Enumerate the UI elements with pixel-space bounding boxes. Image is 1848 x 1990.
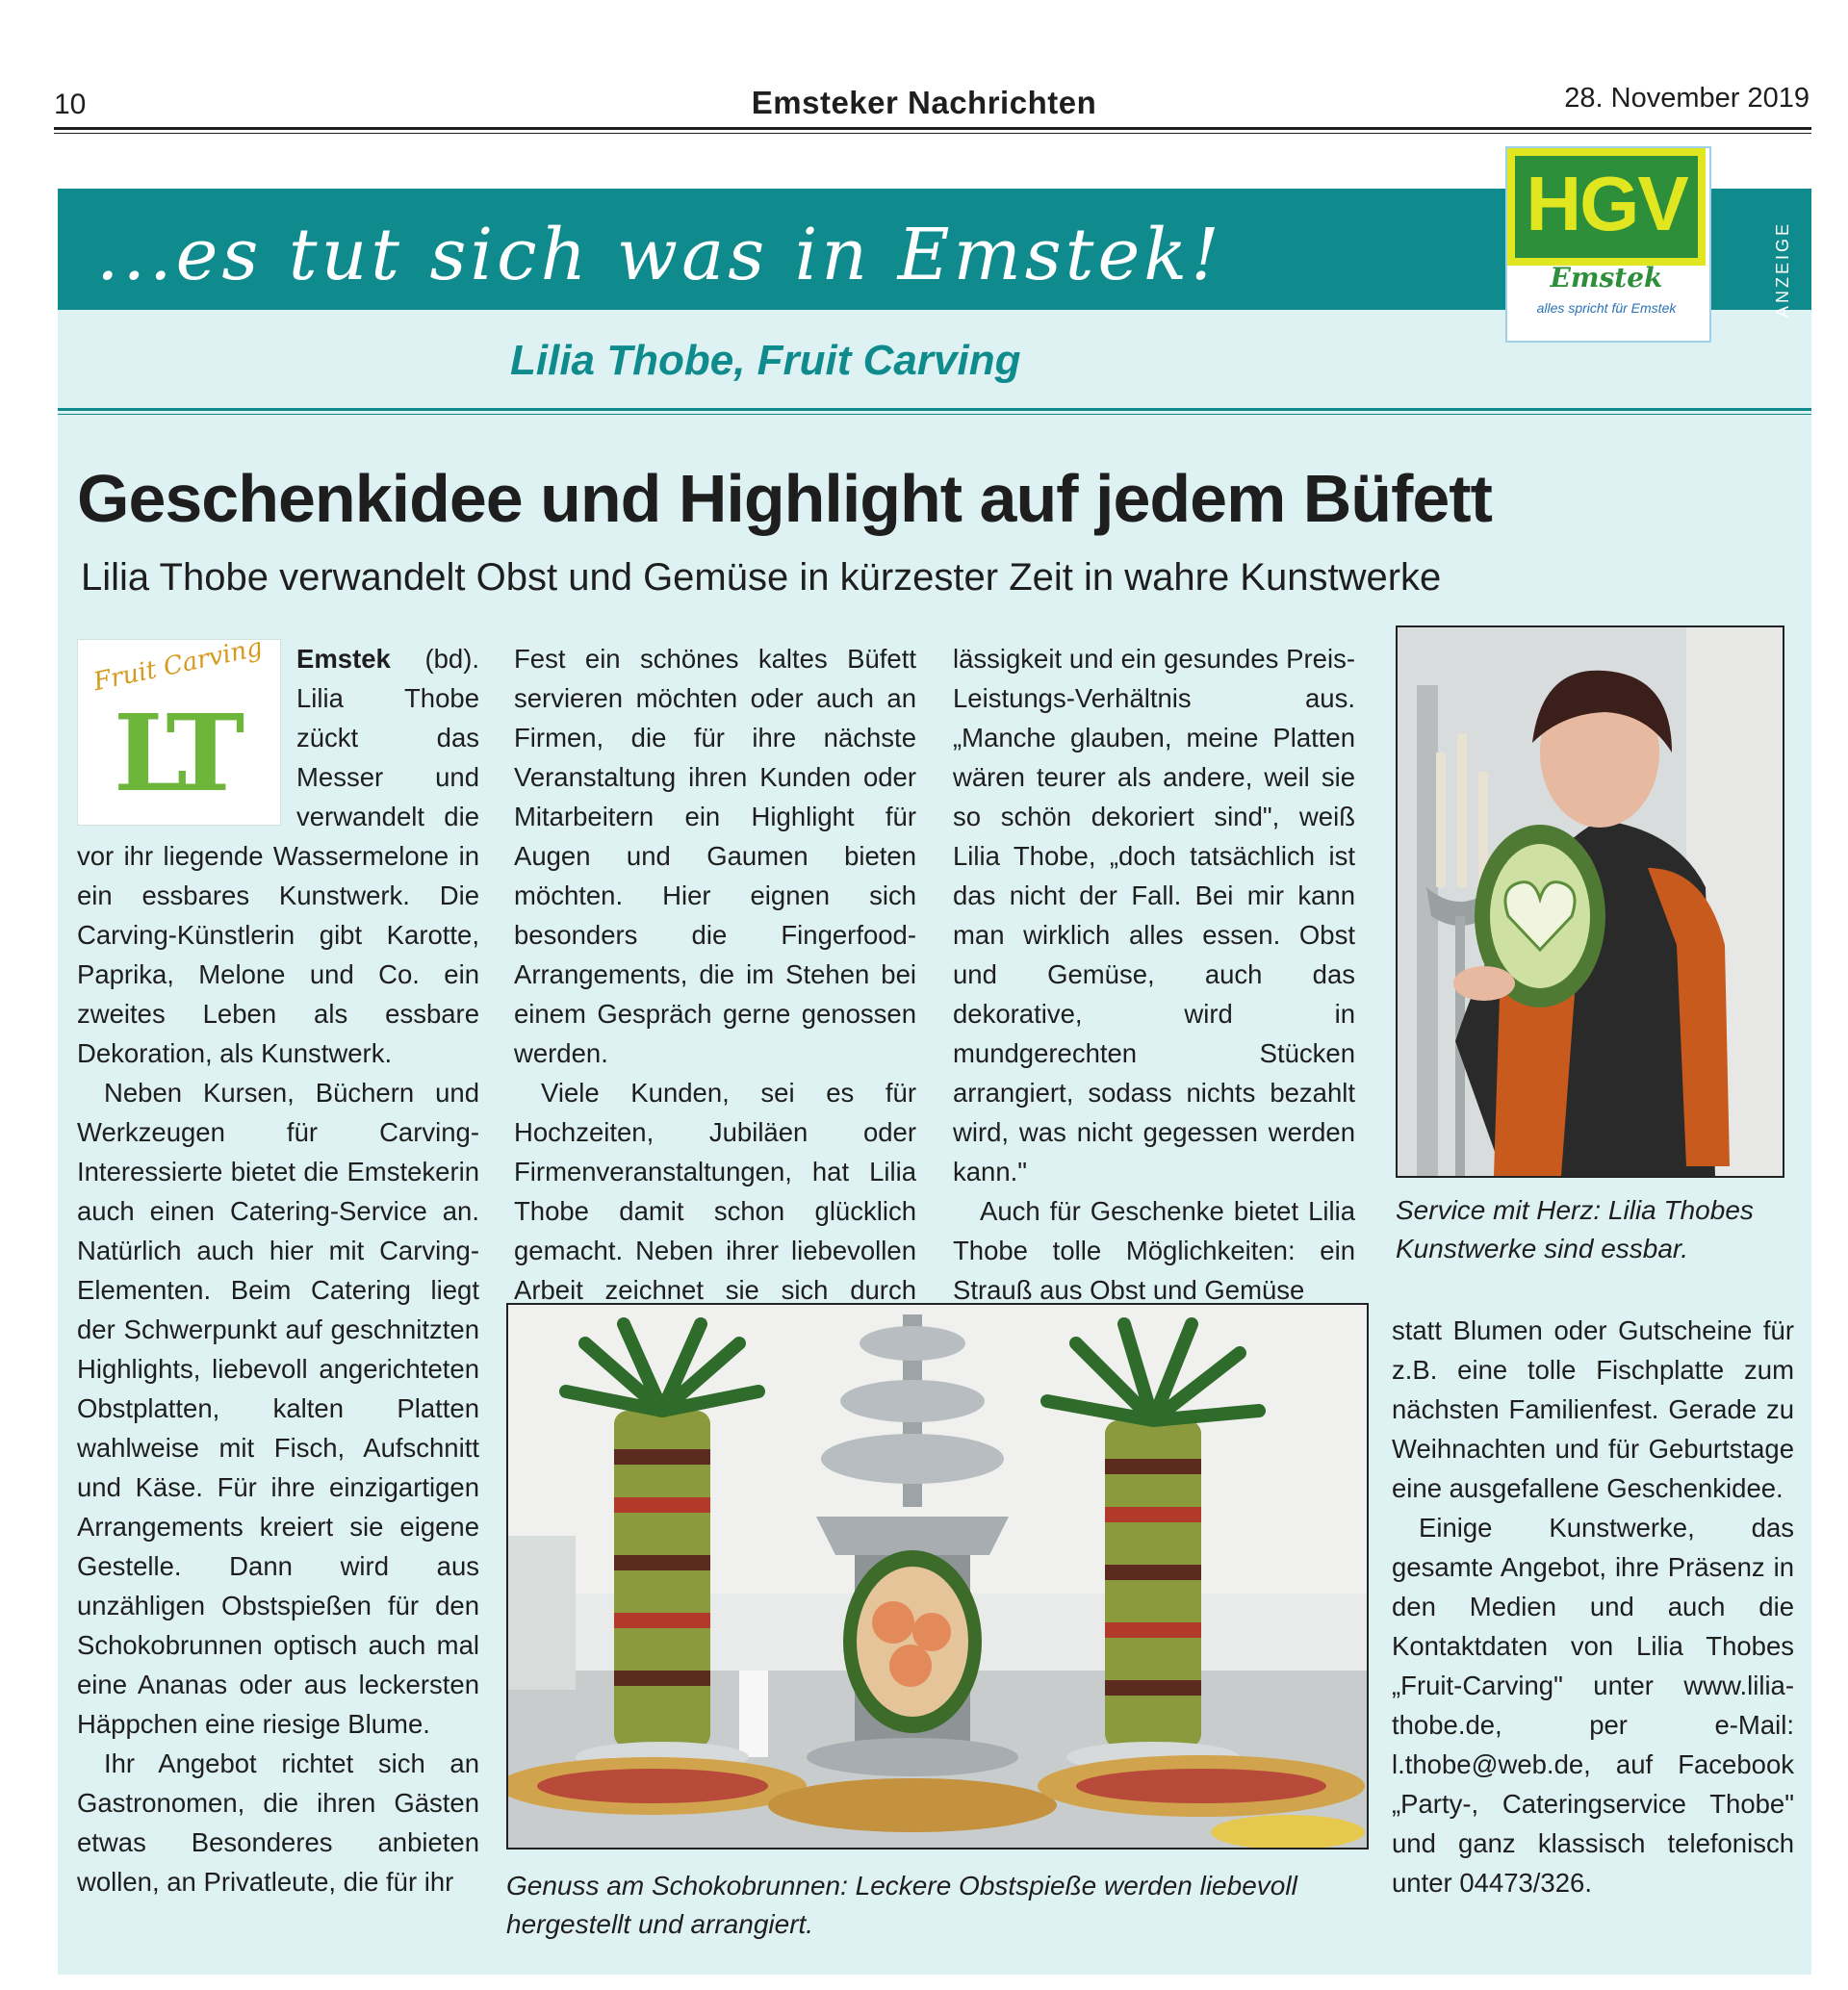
dateline: Emstek (296, 644, 391, 674)
portrait-photo (1396, 625, 1784, 1178)
kicker-rule-thin (58, 414, 1811, 415)
paragraph: Fest ein schönes kaltes Büfett servieren möchten oder auch an Firmen, die für ihre nächste Veranstaltung ihren Kunden oder Mitarbeitern ein Highlight für Augen und Gaumen bieten möchten. Hier eignen sich besonders die Fingerfood-Arrangements, die im Stehen bei einem Gespräch gerne genossen werden. (514, 644, 916, 1068)
article-column-4 (1392, 1311, 1794, 1902)
hgv-logo-sub: Emstek (1550, 262, 1663, 293)
buffet-photo (506, 1303, 1369, 1850)
paragraph: Ihr Angebot richtet sich an Gastronomen, die ihren Gästen etwas Besonderes anbieten wollen, an Privatleute, die für ihr (77, 1748, 479, 1897)
paragraph: Auch für Geschenke bietet Lilia Thobe tolle Möglichkeiten: ein Strauß aus Obst und Gemüse (953, 1196, 1355, 1305)
article-column-1 (77, 639, 479, 1901)
fruit-carving-logo-text: Fruit Carving (90, 632, 266, 698)
headline: Geschenkidee und Highlight auf jedem Büfett (77, 461, 1492, 536)
paragraph: (bd). Lilia Thobe zückt das Messer und verwandelt die vor ihr liegende Wassermelone in ein essbares Kunstwerk. Die Carving-Künstlerin gibt Karotte, Paprika, Melone und Co. ein zweites Leben als essbare Dekoration, als Kunstwerk. (77, 644, 479, 1068)
kicker-rule (58, 408, 1811, 411)
article-kicker: Lilia Thobe, Fruit Carving (510, 337, 1021, 384)
header-rule-thin (54, 133, 1811, 134)
paragraph: statt Blumen oder Gutscheine für z.B. eine tolle Fischplatte zum nächsten Familienfest. Gerade zu Weihnachten und für Geburtstage eine ausgefallene Geschenkidee. (1392, 1315, 1794, 1503)
buffet-caption: Genuss am Schokobrunnen: Leckere Obstspieße werden liebevoll hergestellt und arrangiert. (506, 1871, 1297, 1939)
article-column-2 (514, 639, 916, 1349)
paragraph: Neben Kursen, Büchern und Werkzeugen für Carving-Interessierte bietet die Emstekerin auch einen Catering-Service an. Natürlich auch hier mit Carving-Elementen. Beim Catering liegt der Schwerpunkt auf geschnitzten Highlights, liebevoll angerichteten Obstplatten, kalten Platten wahlweise mit Fisch, Aufschnitt und Käse. Für ihre einzigartigen Arrangements kreiert sie eigene Gestelle. Dann wird aus unzähligen Obstspießen für den Schokobrunnen optisch auch mal eine Ananas oder aus leckersten Häppchen eine riesige Blume. (77, 1078, 479, 1739)
page-number: 10 (54, 89, 87, 120)
article-column-3 (953, 639, 1355, 1310)
issue-date: 28. November 2019 (1564, 83, 1810, 114)
fruit-carving-logo-initials: LT (114, 691, 232, 815)
portrait-caption: Service mit Herz: Lilia Thobes Kunstwerke sind essbar. (1396, 1195, 1754, 1263)
paragraph: Einige Kunstwerke, das gesamte Angebot, ihre Präsenz in den Medien und auch die Kontaktdaten von Lilia Thobes „Fruit-Carving" unter www.lilia-thobe.de, per e-Mail: l.thobe@web.de, auf Facebook „Party-, Cateringservice Thobe" und ganz klassisch telefonisch unter 04473/326. (1392, 1513, 1794, 1898)
deck: Lilia Thobe verwandelt Obst und Gemüse in kürzester Zeit in wahre Kunstwerke (81, 556, 1442, 599)
hgv-logo-text: HGV (1526, 161, 1687, 246)
paragraph: Viele Kunden, sei es für Hochzeiten, Jubiläen oder Firmenveranstaltungen, hat Lilia Thobe damit schon glücklich gemacht. Neben ihrer liebevollen Arbeit zeichnet sie sich durch (514, 1078, 916, 1305)
banner-slogan: ...es tut sich was in Emstek! (96, 214, 1223, 296)
hgv-logo-tagline: alles spricht für Emstek (1536, 300, 1677, 316)
publication-title: Emsteker Nachrichten (751, 85, 1097, 120)
header-rule (54, 127, 1811, 130)
paragraph: lässigkeit und ein gesundes Preis-Leistungs-Verhältnis aus. „Manche glauben, meine Platten wären teurer als andere, weil sie so schön dekoriert sind", weiß Lilia Thobe, „doch tatsächlich ist das nicht der Fall. Bei mir kann man wirklich alles essen. Obst und Gemüse, auch das dekorative, wird in mundgerechten Stücken arrangiert, sodass nichts bezahlt wird, was nicht gegessen werden kann." (953, 644, 1355, 1186)
logo-space (77, 639, 285, 828)
anzeige-label: ANZEIGE (1773, 221, 1792, 319)
